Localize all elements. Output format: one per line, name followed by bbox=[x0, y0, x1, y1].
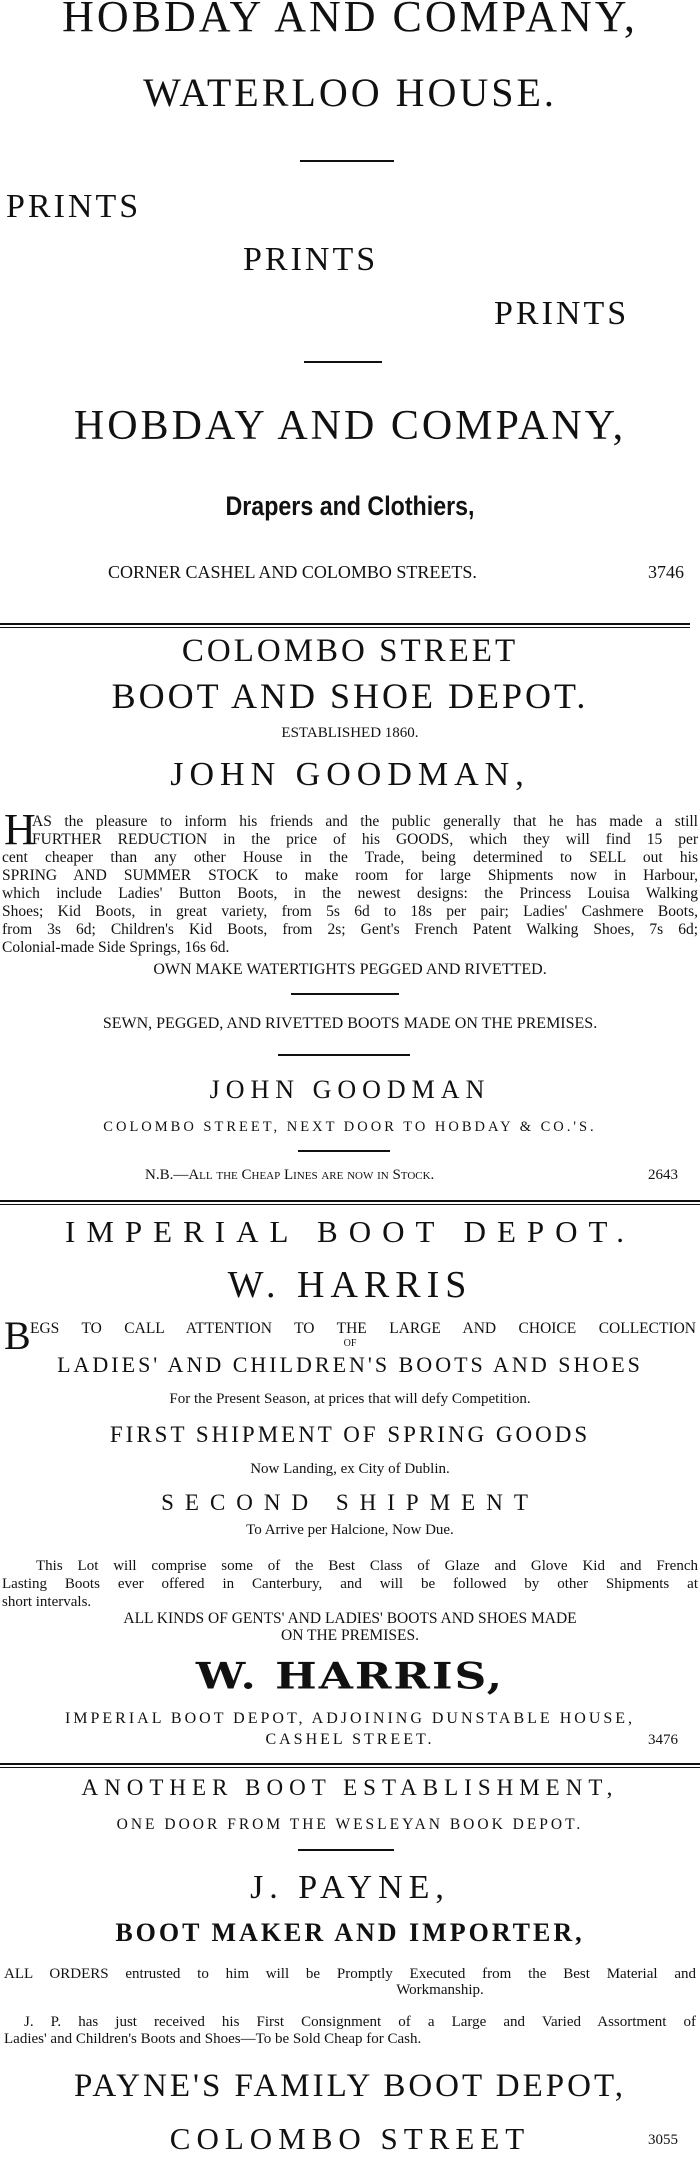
goodman-name: JOHN GOODMAN, bbox=[170, 756, 530, 793]
harris-logo bbox=[0, 1652, 700, 1702]
drapers-clothiers: Drapers and Clothiers, bbox=[225, 491, 475, 521]
colombo-street-heading: COLOMBO STREET bbox=[181, 633, 519, 669]
body-line: Shoes; Kid Boots, in great variety, from 5s 6d to 18s per pair; Ladies' Cashmere Boots, bbox=[2, 903, 698, 920]
ad-number: 3746 bbox=[648, 562, 684, 582]
body-line: SPRING AND SUMMER STOCK to make room for large Shipments now in Harbour, bbox=[2, 867, 698, 884]
goodman-body bbox=[2, 813, 698, 957]
orders-line-1: ALL ORDERS entrusted to him will be Promptly Executed from the Best Material and bbox=[4, 1966, 696, 1982]
harris-name: W. HARRIS bbox=[227, 1264, 473, 1306]
prints-2: PRINTS bbox=[243, 241, 379, 278]
second-shipment-line: SECOND SHIPMENT bbox=[161, 1490, 539, 1515]
harris-address-2: CASHEL STREET. bbox=[265, 1731, 435, 1748]
nb-note: N.B.—All the Cheap Lines are now in Stock. bbox=[145, 1167, 435, 1183]
goodman-address: COLOMBO STREET, NEXT DOOR TO HOBDAY & CO.'S. bbox=[103, 1119, 597, 1135]
imperial-boot-depot-heading: IMPERIAL BOOT DEPOT. bbox=[65, 1214, 635, 1249]
prints-3: PRINTS bbox=[494, 295, 630, 332]
body-line: Colonial-made Side Springs, 16s 6d. bbox=[2, 939, 230, 956]
section-double-rule bbox=[0, 623, 690, 628]
harris-address-1: IMPERIAL BOOT DEPOT, ADJOINING DUNSTABLE HOUSE, bbox=[64, 1710, 636, 1727]
boot-maker-importer: BOOT MAKER AND IMPORTER, bbox=[115, 1918, 585, 1947]
first-shipment-line: FIRST SHIPMENT OF SPRING GOODS bbox=[109, 1422, 591, 1447]
hobday-address: CORNER CASHEL AND COLOMBO STREETS. bbox=[108, 562, 477, 582]
begs-line: EGS TO CALL ATTENTION TO THE LARGE AND CHOICE COLLECTION bbox=[30, 1320, 696, 1337]
divider-rule bbox=[298, 1849, 394, 1851]
hobday-title: HOBDAY AND COMPANY, bbox=[62, 0, 638, 41]
waterloo-house-title: WATERLOO HOUSE. bbox=[143, 70, 557, 115]
of-line: OF bbox=[343, 1338, 357, 1349]
divider-rule bbox=[278, 1054, 410, 1056]
now-landing-line: Now Landing, ex City of Dublin. bbox=[250, 1461, 450, 1477]
established: ESTABLISHED 1860. bbox=[281, 725, 419, 741]
ad-number: 2643 bbox=[648, 1167, 678, 1183]
divider-rule bbox=[304, 361, 382, 363]
wesleyan-line: ONE DOOR FROM THE WESLEYAN BOOK DEPOT. bbox=[116, 1816, 584, 1833]
own-make-line: OWN MAKE WATERTIGHTS PEGGED AND RIVETTED. bbox=[153, 961, 547, 978]
lot-paragraph bbox=[2, 1557, 698, 1611]
present-season-line: For the Present Season, at prices that will defy Competition. bbox=[169, 1391, 531, 1407]
received-line-2: Ladies' and Children's Boots and Shoes—To be Sold Cheap for Cash. bbox=[4, 2031, 422, 2047]
drop-cap-b: B bbox=[4, 1313, 31, 1358]
divider-rule bbox=[291, 993, 399, 995]
body-line: which include Ladies' Button Boots, in the newest designs: the Princess Louisa Walking bbox=[2, 885, 698, 902]
section-double-rule bbox=[0, 1200, 700, 1205]
body-line: cent cheaper than any other House in the Trade, being determined to SELL out his bbox=[2, 849, 698, 866]
another-boot-heading: ANOTHER BOOT ESTABLISHMENT, bbox=[81, 1775, 619, 1800]
all-kinds-line-2: ON THE PREMISES. bbox=[281, 1627, 419, 1644]
harris-logo-text: W. HARRIS, bbox=[195, 1655, 505, 1698]
prints-1: PRINTS bbox=[6, 188, 142, 225]
hobday-name: HOBDAY AND COMPANY, bbox=[73, 403, 627, 449]
all-kinds-line-1: ALL KINDS OF GENTS' AND LADIES' BOOTS AND SHOES MADE bbox=[123, 1610, 577, 1627]
section-double-rule bbox=[0, 1763, 700, 1768]
body-line: FURTHER REDUCTION in the price of his GOODS, which they will find 15 per bbox=[32, 831, 698, 848]
orders-line-2: Workmanship. bbox=[396, 1982, 484, 1998]
lot-line: Lasting Boots ever offered in Canterbury, and will be followed by other Shipments at bbox=[2, 1576, 698, 1592]
sewn-pegged-line: SEWN, PEGGED, AND RIVETTED BOOTS MADE ON THE PREMISES. bbox=[102, 1015, 598, 1032]
ad-number: 3476 bbox=[648, 1732, 678, 1748]
body-line: from 3s 6d; Children's Kid Boots, from 2s; Gent's French Patent Walking Shoes, 7s 6d; bbox=[2, 921, 698, 938]
divider-rule bbox=[300, 160, 394, 162]
to-arrive-line: To Arrive per Halcione, Now Due. bbox=[246, 1522, 454, 1538]
body-line: AS the pleasure to inform his friends and the public generally that he has made a still bbox=[32, 813, 698, 830]
payne-name: J. PAYNE, bbox=[250, 1869, 450, 1906]
colombo-street-footer: COLOMBO STREET bbox=[169, 2121, 531, 2156]
lot-line: short intervals. bbox=[2, 1594, 92, 1610]
divider-rule bbox=[298, 1150, 390, 1152]
boot-shoe-depot-heading: BOOT AND SHOE DEPOT. bbox=[111, 676, 589, 716]
ladies-childrens-line: LADIES' AND CHILDREN'S BOOTS AND SHOES bbox=[57, 1352, 643, 1377]
drop-cap-h: H bbox=[4, 805, 36, 854]
ad-number: 3055 bbox=[648, 2132, 678, 2148]
received-line-1: J. P. has just received his First Consignment of a Large and Varied Assortment of bbox=[24, 2014, 696, 2030]
goodman-signature: JOHN GOODMAN bbox=[209, 1075, 491, 1104]
payne-family-depot: PAYNE'S FAMILY BOOT DEPOT, bbox=[74, 2068, 626, 2104]
lot-line: This Lot will comprise some of the Best Class of Glaze and Glove Kid and French bbox=[36, 1558, 698, 1574]
